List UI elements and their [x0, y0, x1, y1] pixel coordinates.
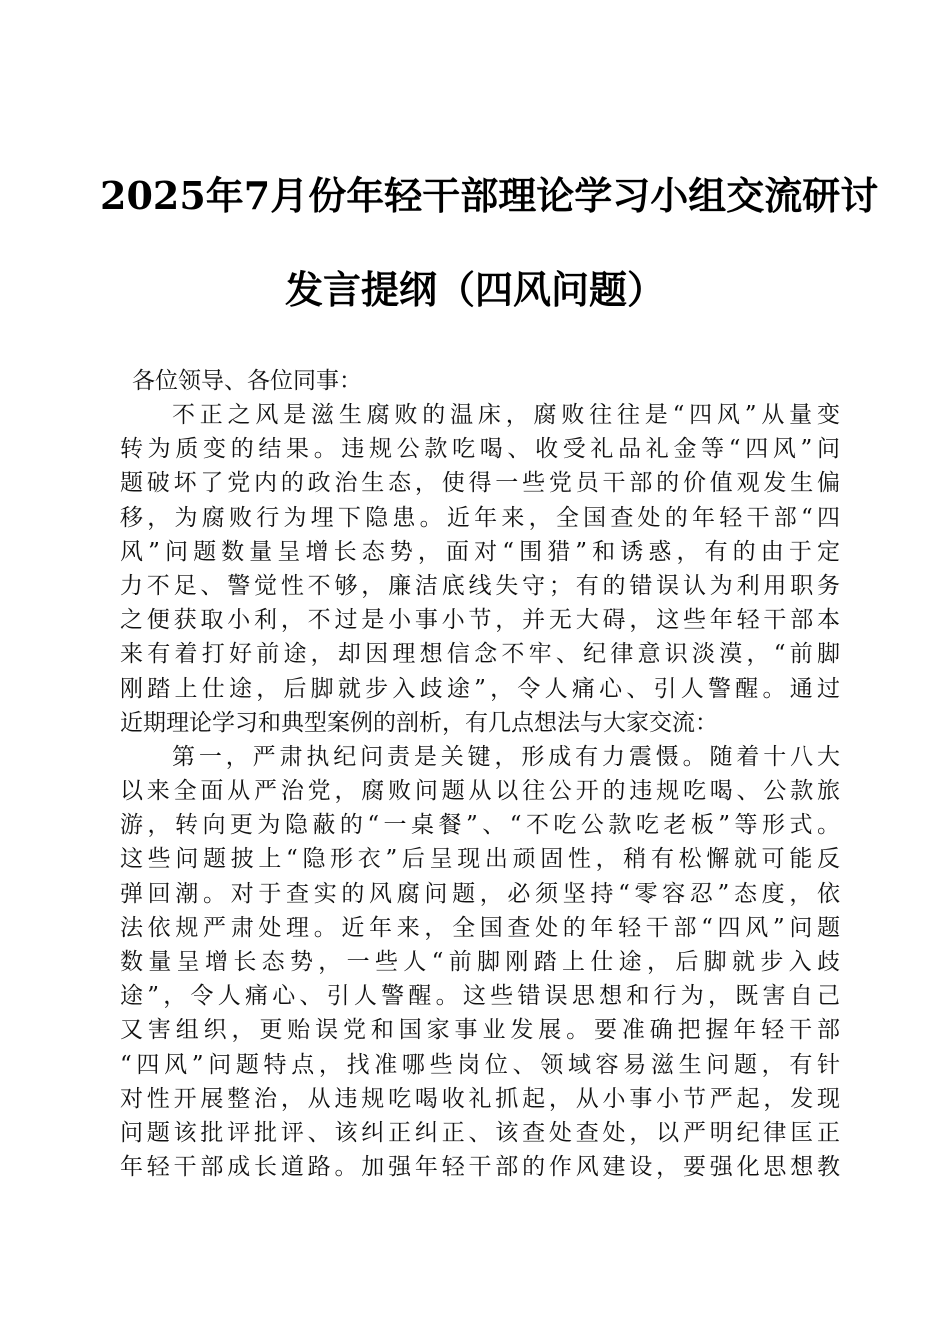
paragraph-2-line: 又害组织，更贻误党和国家事业发展。要准确把握年轻干部 — [120, 1017, 840, 1044]
paragraph-1-line: 风”问题数量呈增长态势，面对“围猎”和诱惑，有的由于定 — [120, 538, 840, 565]
paragraph-1-line: 来有着打好前途，却因理想信念不牢、纪律意识淡漠，“前脚 — [120, 641, 840, 668]
paragraph-2-line: 以来全面从严治党，腐败问题从以往公开的违规吃喝、公款旅 — [120, 778, 840, 805]
body-paragraphs — [120, 398, 840, 1184]
paragraph-1-line: 移，为腐败行为埋下隐患。近年来，全国查处的年轻干部“四 — [120, 504, 840, 531]
paragraph-1-last-line: 近期理论学习和典型案例的剖析，有几点想法与大家交流： — [120, 709, 718, 736]
paragraph-2-line: 游，转向更为隐蔽的“一桌餐”、“不吃公款吃老板”等形式。 — [120, 812, 840, 839]
document-title-line-1: 2025年7月份年轻干部理论学习小组交流研讨 — [100, 173, 879, 218]
document-title-line-2: 发言提纲（四风问题） — [284, 267, 665, 312]
paragraph-2-line: 法依规严肃处理。近年来，全国查处的年轻干部“四风”问题 — [120, 914, 840, 941]
paragraph-1-line-1: 不正之风是滋生腐败的温床，腐败往往是“四风”从量变 — [172, 402, 840, 428]
paragraph-1-line: 转为质变的结果。违规公款吃喝、收受礼品礼金等“四风”问 — [120, 436, 840, 463]
paragraph-2-line: 数量呈增长态势，一些人“前脚刚踏上仕途，后脚就步入歧 — [120, 949, 840, 975]
paragraph-2-line-1: 第一，严肃执纪问责是关键，形成有力震慑。随着十八大 — [172, 743, 840, 770]
salutation: 各位领导、各位同事： — [132, 368, 362, 394]
paragraph-2-line: 年轻干部成长道路。加强年轻干部的作风建设，要强化思想教 — [120, 1154, 840, 1181]
paragraph-2-line: 对性开展整治，从违规吃喝收礼抓起，从小事小节严起，发现 — [120, 1085, 840, 1112]
paragraph-2-line: 问题该批评批评、该纠正纠正、该查处查处，以严明纪律匡正 — [120, 1119, 840, 1146]
paragraph-2-line: 这些问题披上“隐形衣”后呈现出顽固性，稍有松懈就可能反 — [120, 846, 840, 873]
paragraph-1-line: 之便获取小利，不过是小事小节，并无大碍，这些年轻干部本 — [120, 607, 840, 634]
paragraph-2-line: 弹回潮。对于查实的风腐问题，必须坚持“零容忍”态度，依 — [120, 880, 840, 907]
paragraph-1-line: 题破坏了党内的政治生态，使得一些党员干部的价值观发生偏 — [120, 470, 840, 497]
paragraph-2-line: 途”，令人痛心、引人警醒。这些错误思想和行为，既害自己 — [120, 983, 840, 1010]
paragraph-1-line: 力不足、警觉性不够，廉洁底线失守；有的错误认为利用职务 — [120, 572, 840, 599]
paragraph-1-line: 刚踏上仕途，后脚就步入歧途”，令人痛心、引人警醒。通过 — [120, 675, 840, 702]
paragraph-2-line: “四风”问题特点，找准哪些岗位、领域容易滋生问题，有针 — [120, 1051, 840, 1078]
